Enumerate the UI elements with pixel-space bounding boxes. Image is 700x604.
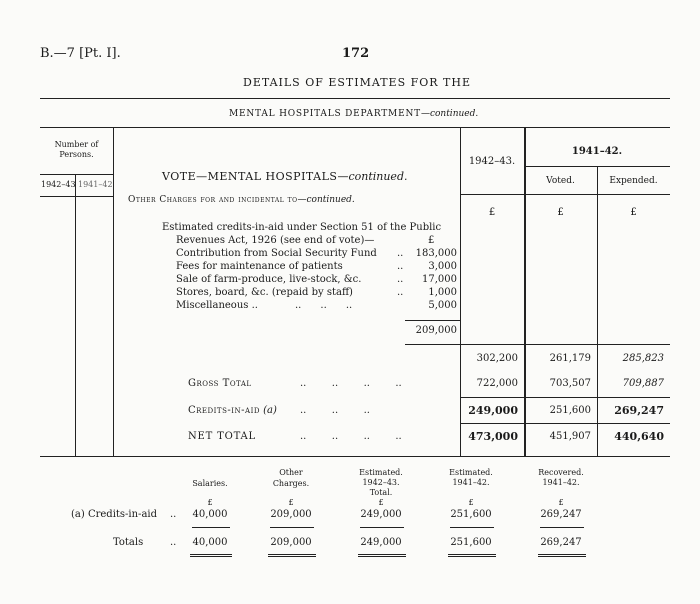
bottom-row-label: Totals: [113, 537, 144, 548]
vote-title-continued: —continued.: [337, 170, 408, 183]
bottom-header-line: Estimated.: [359, 468, 403, 477]
credits-item-label: Fees for maintenance of patients: [176, 261, 343, 272]
bottom-row-value: 269,247: [540, 537, 582, 548]
bottom-header-line: Estimated.: [449, 468, 493, 477]
bottom-pound-recovered: £: [558, 498, 564, 507]
summary-label: Credits-in-aid: [188, 405, 260, 416]
bottom-row-value: 251,600: [450, 509, 492, 520]
header-rule: [40, 98, 670, 99]
subtotal-rule: [405, 320, 460, 321]
credits-intro-line2: Revenues Act, 1926 (see end of vote)—: [176, 235, 375, 246]
summary-dots: .. .. .. ..: [300, 431, 402, 442]
bottom-header-line: 1941–42.: [452, 478, 490, 487]
totals-expended: 285,823: [622, 353, 664, 364]
summary-expended: 269,247: [614, 404, 664, 417]
bottom-header-line: 1942–43.: [362, 478, 400, 487]
persons-header-rule: [40, 174, 113, 175]
credits-item-value: 183,000: [415, 248, 457, 259]
bottom-rule: [450, 527, 494, 528]
credits-item-dots: ..: [397, 287, 404, 298]
summary-estimate: 722,000: [476, 378, 518, 389]
bottom-double-rule: [358, 554, 406, 557]
credits-item-value: 5,000: [428, 300, 457, 311]
summary-voted: 451,907: [549, 431, 591, 442]
bottom-row-dots: ..: [170, 537, 177, 548]
bottom-row-label: (a) Credits-in-aid: [71, 509, 158, 520]
bottom-row-value: 249,000: [360, 509, 402, 520]
table-bottom-rule: [40, 456, 670, 457]
credits-item-value: 3,000: [428, 261, 457, 272]
bottom-header-line: 1941–42.: [542, 478, 580, 487]
persons-1941-header: 1941–42: [78, 180, 113, 189]
bottom-pound-est-1941: £: [468, 498, 474, 507]
vote-subtitle-continued: —continued.: [297, 195, 355, 205]
credits-item-label: Stores, board, &c. (repaid by staff): [176, 287, 353, 298]
bottom-row-value: 269,247: [540, 509, 582, 520]
bottom-row-value: 249,000: [360, 537, 402, 548]
bottom-rule: [360, 527, 404, 528]
totals-voted: 261,179: [549, 353, 591, 364]
persons-col-right: [113, 127, 114, 456]
est-pound-sign: £: [488, 207, 496, 218]
credits-item-value: 17,000: [422, 274, 457, 285]
summary-dots: .. .. .. ..: [300, 378, 402, 389]
summary-expended: 440,640: [614, 430, 664, 443]
page-number: 172: [342, 46, 370, 61]
totals-rule: [405, 344, 670, 345]
summary-label-ref: (a): [263, 405, 277, 416]
credits-item-label: Contribution from Social Security Fund: [176, 248, 377, 259]
totals-estimate: 302,200: [476, 353, 518, 364]
summary-expended: 709,887: [622, 378, 664, 389]
summary-estimate: 249,000: [468, 404, 518, 417]
bottom-rule: [270, 527, 314, 528]
credits-item-value: 1,000: [428, 287, 457, 298]
credits-item-dots: ..: [397, 248, 404, 259]
credits-rule: [460, 423, 670, 424]
summary-label-group: [188, 405, 277, 416]
bottom-row-value: 40,000: [192, 537, 228, 548]
bottom-row-value: 40,000: [192, 509, 228, 520]
credits-subtotal: 209,000: [415, 325, 457, 336]
summary-label: Gross Total: [188, 378, 252, 389]
persons-1942-header: 1942–43: [41, 180, 76, 189]
page-title: DETAILS OF ESTIMATES FOR THE: [243, 76, 471, 89]
bottom-row-value: 209,000: [270, 537, 312, 548]
bottom-pound-salaries: £: [207, 498, 213, 507]
year-1941-header: 1941–42.: [571, 146, 623, 157]
bottom-double-rule: [448, 554, 496, 557]
credits-item-dots: ..: [397, 274, 404, 285]
estimate-1942-header: 1942–43.: [468, 156, 516, 167]
vote-title-text: VOTE—MENTAL HOSPITALS: [162, 170, 338, 183]
expended-pound-sign: £: [630, 207, 637, 218]
bottom-double-rule: [190, 554, 232, 557]
expended-header: Expended.: [609, 176, 658, 186]
voted-header: Voted.: [546, 176, 575, 186]
voted-pound-sign: £: [557, 207, 564, 218]
summary-label: NET TOTAL: [188, 431, 256, 442]
persons-subheader-rule: [40, 196, 113, 197]
credits-item-label: Miscellaneous ..: [176, 300, 258, 311]
summary-voted: 251,600: [549, 405, 591, 416]
bottom-rule: [192, 527, 230, 528]
vote-subtitle-text: Other Charges for and incidental to: [128, 195, 298, 205]
bottom-header-line: Recovered.: [538, 468, 584, 477]
gross-total-rule: [460, 397, 670, 398]
bottom-row-value: 251,600: [450, 537, 492, 548]
bottom-header-salaries: Salaries.: [192, 479, 228, 488]
bottom-double-rule: [268, 554, 316, 557]
vote-title: [162, 170, 407, 183]
credits-item-dots: .. .. ..: [295, 300, 353, 311]
bottom-double-rule: [538, 554, 586, 557]
department-heading: [229, 109, 478, 119]
department-name: MENTAL HOSPITALS DEPARTMENT: [229, 109, 421, 119]
credits-item-dots: ..: [397, 261, 404, 272]
bottom-pound-other: £: [288, 498, 294, 507]
persons-col-divider: [75, 174, 76, 456]
number-of-persons-header: Number of Persons.: [54, 140, 99, 159]
credits-item-label: Sale of farm-produce, live-stock, &c.: [176, 274, 362, 285]
bottom-row-dots: ..: [170, 509, 177, 520]
vote-subtitle: [128, 195, 355, 205]
department-continued: —continued.: [420, 109, 479, 119]
table-top-rule: [40, 127, 670, 128]
bottom-rule: [540, 527, 584, 528]
summary-voted: 703,507: [549, 378, 591, 389]
year-header-rule: [524, 166, 670, 167]
page-reference: B.—7 [Pt. I].: [40, 46, 121, 61]
summary-dots: .. .. ..: [300, 405, 370, 416]
bottom-header-line: Other: [279, 468, 303, 477]
credits-intro-line1: Estimated credits-in-aid under Section 51 of the Public: [162, 222, 442, 233]
bottom-pound-est-1942: £: [378, 498, 384, 507]
bottom-row-value: 209,000: [270, 509, 312, 520]
credits-pound-sign: £: [428, 235, 435, 246]
columns-header-rule: [460, 194, 670, 195]
bottom-header-line: Total.: [369, 488, 393, 497]
bottom-header-line: Charges.: [272, 479, 310, 488]
summary-estimate: 473,000: [468, 430, 518, 443]
